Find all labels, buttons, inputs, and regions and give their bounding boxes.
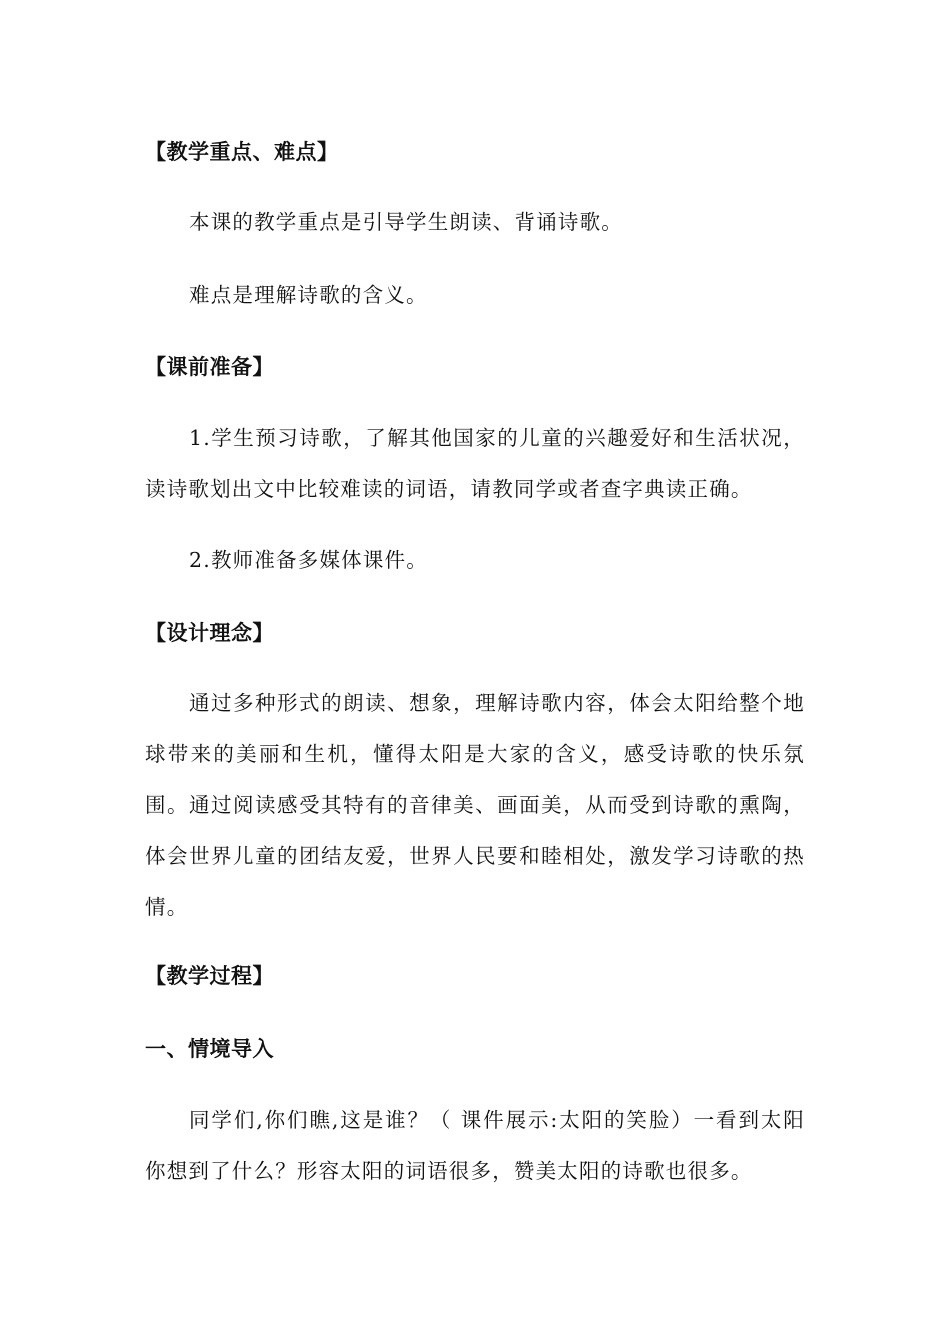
paragraph-preparation-1: 1.学生预习诗歌，了解其他国家的儿童的兴趣爱好和生活状况，读诗歌划出文中比较难读的词语，请教同学或者查字典读正确。 [145, 426, 805, 501]
heading-key-points: 【教学重点、难点】 [145, 140, 339, 164]
paragraph-preparation-2: 2.教师准备多媒体课件。 [189, 548, 428, 572]
paragraph-situation-intro: 同学们,你们瞧,这是谁？（ 课件展示:太阳的笑脸）一看到太阳你想到了什么？形容太阳的词语很多，赞美太阳的诗歌也很多。 [145, 1108, 805, 1183]
heading-design-concept: 【设计理念】 [145, 621, 274, 645]
heading-preparation: 【课前准备】 [145, 355, 274, 379]
paragraph-design-concept: 通过多种形式的朗读、想象，理解诗歌内容，体会太阳给整个地球带来的美丽和生机，懂得太阳是大家的含义，感受诗歌的快乐氛围。通过阅读感受其特有的音律美、画面美，从而受到诗歌的熏陶，体会世界儿童的团结友爱，世界人民要和睦相处，激发学习诗歌的热情。 [145, 691, 805, 919]
paragraph-difficulty: 难点是理解诗歌的含义。 [189, 283, 428, 307]
heading-situation-intro: 一、情境导入 [145, 1037, 274, 1061]
paragraph-key-point: 本课的教学重点是引导学生朗读、背诵诗歌。 [189, 210, 623, 234]
heading-teaching-process: 【教学过程】 [145, 964, 274, 988]
